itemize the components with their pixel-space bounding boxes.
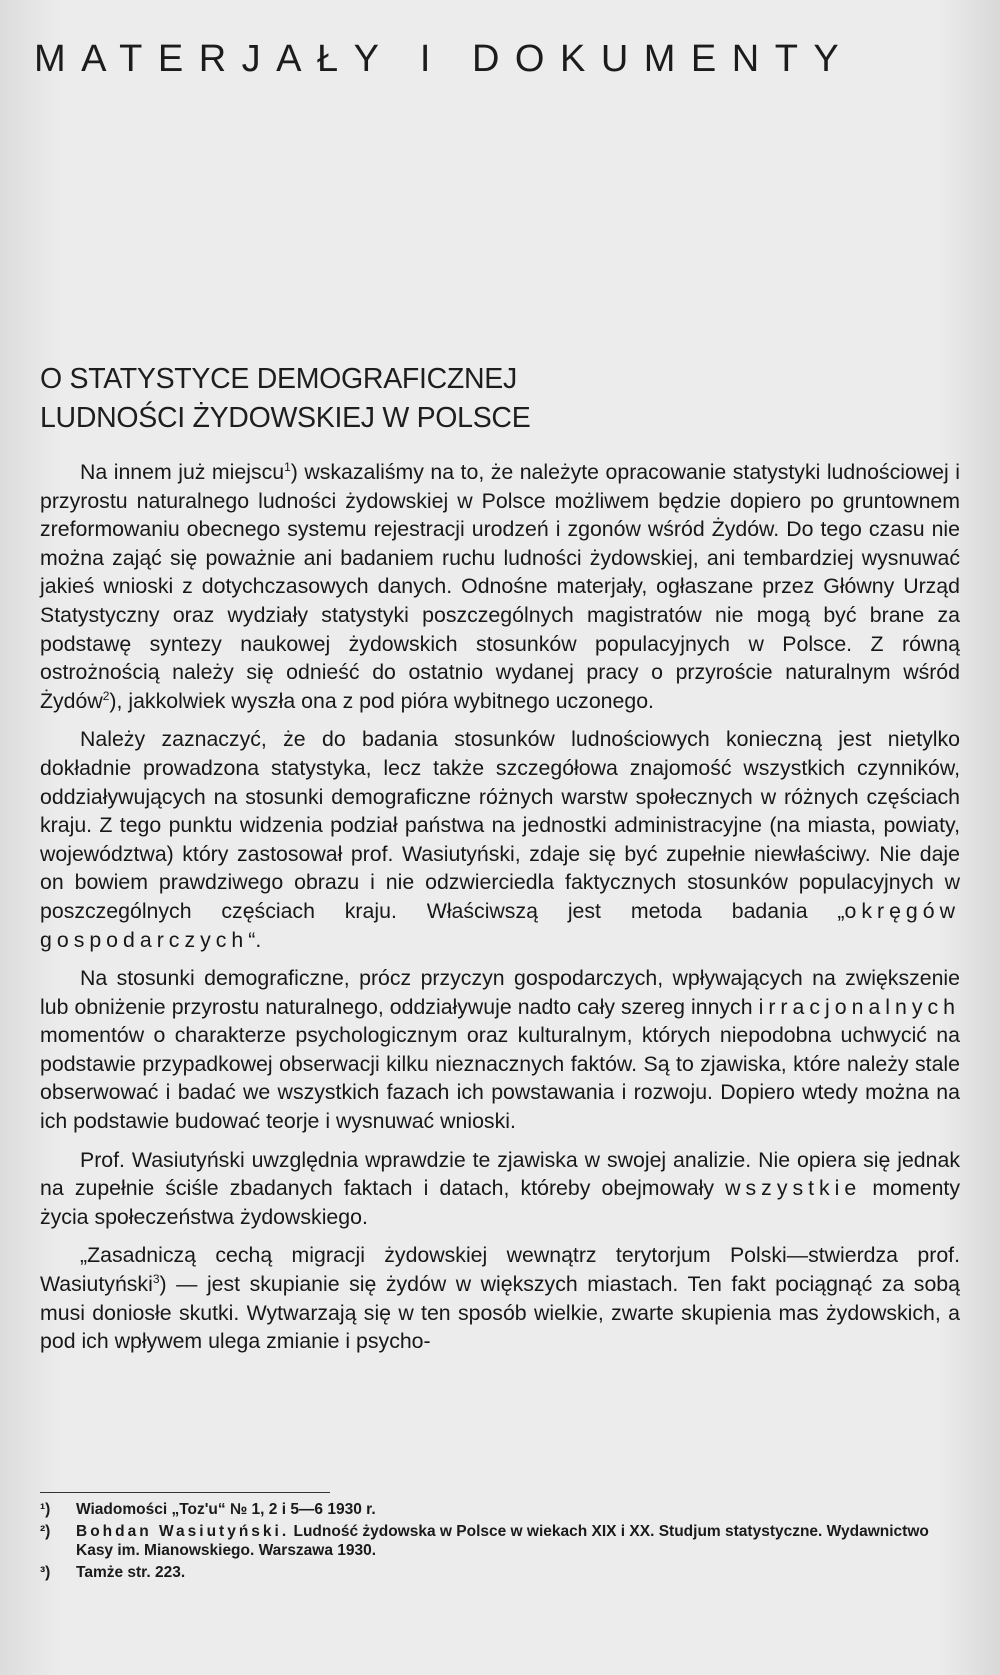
footnote-mark: ³) [40, 1563, 51, 1581]
p4-text-b: momenty życia społeczeństwa żydowskiego. [40, 1176, 960, 1229]
footnote-ref-2: 2 [102, 688, 110, 703]
p3-text-b: momentów o charakterze psychologicznym oraz kulturalnym, których niepodobna uchwycić na podstawie przypadkowej obserwacji kilku nieznacznych faktów. Są to zjawiska, które należy stale obserwować i badać we wszystkich fazach ich powstawania i rozwoju. Dopiero wtedy można na ich podstawie budować teorje i wysnuwać wnioski. [40, 1023, 960, 1134]
footnote-3 [40, 1563, 960, 1583]
paragraph-1 [40, 458, 960, 715]
p5-text-a: „Zasadniczą cechą migracji żydowskiej wewnątrz terytorjum Polski—stwierdza prof. Wasiutyński [40, 1243, 960, 1297]
p1-text-b: ) wskazaliśmy na to, że należyte opracowanie statystyki ludnościowej i przyrostu naturalnego ludności żydowskiej w Polsce możliwem będzie dopiero po gruntownem zreformowaniu obecnego systemu rejestracji urodzeń i zgonów wśród Żydów. Do tego czasu nie można zająć się poważnie ani badaniem ruchu ludności żydowskiej, ani tembardziej wysnuwać jakieś wnioski z dotychczasowych danych. Odnośne materjały, ogłaszane przez Główny Urząd Statystyczny oraz wydziały statystyki poszczególnych magistratów nie mogą być brane za podstawę syntezy naukowej żydowskich stosunków populacyjnych w Polsce. Z równą ostrożnością należy się odnieść do ostatnio wydanej pracy o przyroście naturalnym wśród Żydów [40, 460, 960, 713]
footnote-ref-3: 3 [152, 1271, 160, 1286]
p3-text-a: Na stosunki demograficzne, prócz przyczyn gospodarczych, wpływających na zwiększenie lub obniżenie przyrostu naturalnego, oddziaływuje nadto cały szereg innych [40, 966, 960, 1019]
p3-spaced-term: irracjonalnych [758, 994, 960, 1019]
footnote-mark: ¹) [40, 1501, 51, 1518]
paragraph-4 [40, 1146, 960, 1232]
p2-spaced-term: okręgów gospodarczych [40, 898, 960, 952]
title-line-2: LUDNOŚCI ŻYDOWSKIEJ W POLSCE [40, 402, 531, 434]
footnote-text [76, 1500, 960, 1520]
footnote-author: Bohdan Wasiutyński. [76, 1522, 290, 1540]
p1-text-c: ), jakkolwiek wyszła ona z pod pióra wybitnego uczonego. [109, 688, 654, 713]
running-head: MATERJAŁY I DOKUMENTY [34, 38, 855, 80]
p5-text-b: ) — jest skupianie się żydów w większych miastach. Ten fakt pociągnąć za sobą musi doniosłe skutki. Wytwarzają się w ten sposób wielkie, zwarte skupienia mas żydowskich, a pod ich wpływem ulega zmianie i psycho- [40, 1272, 960, 1354]
footnote-text [76, 1522, 960, 1561]
footnote-text-a: Tamże str. 223. [76, 1563, 186, 1581]
paragraph-5 [40, 1241, 960, 1355]
footnotes [40, 1500, 960, 1584]
article-title [40, 360, 940, 438]
footnote-text-b: Ludność żydowska w Polsce w wiekach XIX i XX. Studjum statystyczne. Wydawnictwo Kasy im. Mianowskiego. Warszawa 1930. [76, 1522, 929, 1559]
p4-spaced-term: wszystkie [725, 1176, 862, 1201]
paragraph-2 [40, 725, 960, 954]
p4-text-a: Prof. Wasiutyński uwzględnia wprawdzie te zjawiska w swojej analizie. Nie opiera się jednak na zupełnie ściśle zbadanych faktach i datach, któreby obejmowały [40, 1147, 960, 1201]
paragraph-3 [40, 964, 960, 1136]
p2-text-b: “. [248, 927, 262, 952]
article-body [40, 458, 960, 1366]
title-line-1: O STATYSTYCE DEMOGRAFICZNEJ [40, 363, 517, 395]
p1-text-a: Na innem już miejscu [80, 460, 285, 484]
footnote-ref-1: 1 [284, 459, 291, 474]
footnote-1 [40, 1500, 960, 1520]
p2-text-a: Należy zaznaczyć, że do badania stosunków ludnościowych konieczną jest nietylko dokładnie prowadzona statystyka, lecz także szczegółowa znajomość wszystkich czynników, oddziaływujących na stosunki demograficzne różnych warstw społecznych w różnych częściach kraju. Z tego punktu widzenia podział państwa na jednostki administracyjne (na miasta, powiaty, województwa) który zastosował prof. Wasiutyński, zdaje się być zupełnie niewłaściwy. Nie daje on bowiem prawdziwego obrazu i nie odzwierciedla faktycznych stosunków populacyjnych w poszczególnych częściach kraju. Właściwszą jest metoda badania „ [40, 727, 960, 923]
footnote-text [76, 1563, 960, 1583]
footnote-mark: ²) [40, 1522, 51, 1540]
footnote-text-a: Wiadomości „Toz'u“ № 1, 2 i 5—6 1930 r. [76, 1501, 376, 1518]
footnote-rule [40, 1492, 330, 1493]
footnote-2 [40, 1522, 960, 1561]
